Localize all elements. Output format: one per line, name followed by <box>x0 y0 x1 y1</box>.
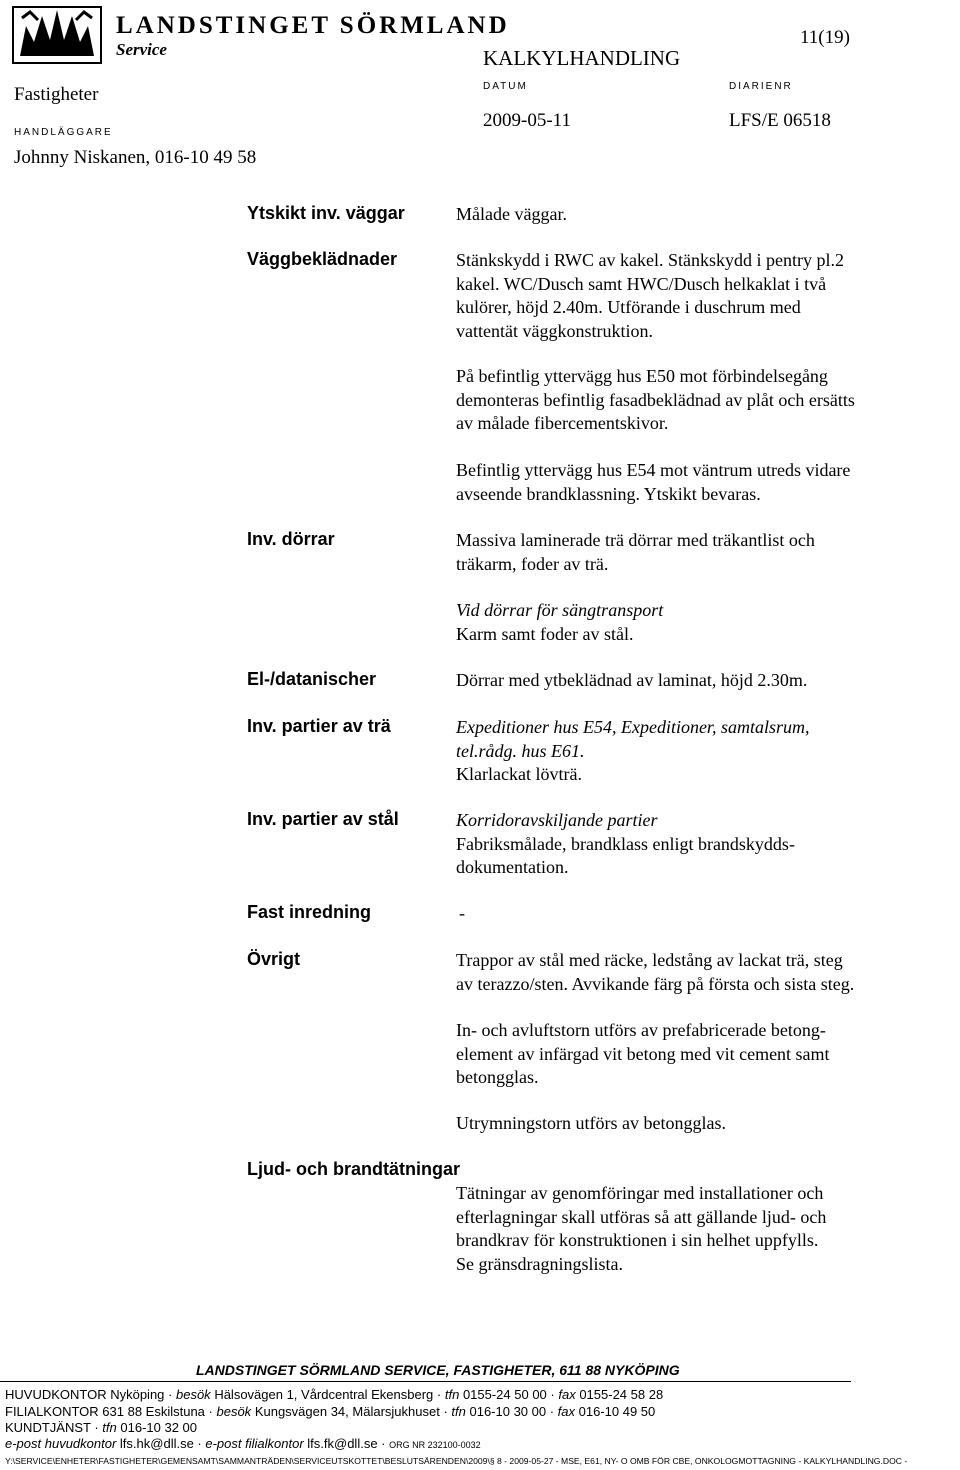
footer-fk-fax: 016-10 49 50 <box>578 1404 656 1419</box>
diarienr-value: LFS/E 06518 <box>729 110 831 131</box>
text-line: brandkrav för konstruktionen i sin helhet uppfylls. <box>456 1230 819 1250</box>
section-text-partier-tra <box>456 716 926 787</box>
text-line: Dörrar med ytbeklädnad av laminat, höjd 2.30m. <box>456 670 808 690</box>
footer-epost-hk-label: e-post huvudkontor <box>5 1436 117 1451</box>
label-diarienr: DIARIENR <box>729 81 793 92</box>
footer-hk-address: Hälsovägen 1, Vårdcentral Ekensberg <box>214 1387 434 1402</box>
text-line: element av infärgad vit betong med vit cement samt <box>456 1043 830 1064</box>
text-line: Korridoravskiljande partier <box>456 810 658 830</box>
footer-epost-fk-label: e-post filialkontor <box>205 1436 304 1451</box>
section-label-partier-stal: Inv. partier av stål <box>247 809 399 829</box>
paragraph <box>456 1019 926 1090</box>
section-text-ovrigt <box>456 949 936 996</box>
text-line: kulörer, höjd 2.40m. Utförande i duschrum med <box>456 297 801 317</box>
text-line: av terazzo/sten. Avvikande färg på första och sista steg. <box>456 973 855 994</box>
footer-file-path: Y:\SERVICE\ENHETER\FASTIGHETER\GEMENSAMT\SAMMANTRÄDEN\SERVICEUTSKOTTET\BESLUTSÄRENDEN\2009\§ 8 - 2009-05-27 - MSE, E61, NY- O OMB FÖR CBE, ONKOLOGMOTTAGNING - KALKYLHANDLING.DOC - <box>5 1456 908 1466</box>
text-line: - <box>459 903 465 923</box>
text-line: av målade fibercementskivor. <box>456 413 669 433</box>
text-line: Klarlackat lövträ. <box>456 764 582 784</box>
section-label-ovrigt: Övrigt <box>247 949 301 969</box>
text-line: In- och avluftstorn utförs av prefabricerade betong- <box>456 1020 826 1040</box>
section-label-ytskikt: Ytskikt inv. väggar <box>247 203 405 223</box>
text-line: Trappor av stål med räcke, ledstång av lackat trä, steg <box>456 950 843 970</box>
footer-hk-phone: 0155-24 50 00 <box>462 1387 547 1402</box>
section-text-fast-inredning <box>459 902 929 926</box>
footer-divider <box>0 1381 851 1382</box>
text-line: tel.rådg. hus E61. <box>456 740 585 761</box>
text-line: Se gränsdragningslista. <box>456 1253 623 1274</box>
text-line: träkarm, foder av trä. <box>456 553 609 574</box>
text-line: kakel. WC/Dusch samt HWC/Dusch helkaklat i två <box>456 273 827 294</box>
text-line: Befintlig yttervägg hus E54 mot väntrum utreds vidare <box>456 460 851 480</box>
section-text-vaggbekladnader <box>456 249 926 343</box>
text-line: Karm samt foder av stål. <box>456 623 634 644</box>
document-date: 2009-05-11 <box>483 110 571 131</box>
text-line: Expeditioner hus E54, Expeditioner, samtalsrum, <box>456 717 810 737</box>
section-text-inv-dorrar <box>456 529 926 576</box>
org-service: Service <box>116 40 167 59</box>
section-label-vaggbekladnader: Väggbeklädnader <box>247 249 398 269</box>
footer-kt-phone: 016-10 32 00 <box>120 1420 197 1435</box>
label-datum: DATUM <box>483 81 528 92</box>
text-line: Fabriksmålade, brandklass enligt brandskydds- <box>456 833 795 854</box>
footer-fk: FILIALKONTOR 631 88 Eskilstuna <box>5 1404 205 1419</box>
footer-line-huvudkontor: HUVUDKONTOR Nyköping · besök Hälsovägen 1, Vårdcentral Ekensberg · tfn 0155-24 50 00 · fax 0155-24 58 28 <box>5 1387 664 1402</box>
section-label-inv-dorrar: Inv. dörrar <box>247 529 335 549</box>
footer-line-epost: e-post huvudkontor lfs.hk@dll.se · e-post filialkontor lfs.fk@dll.se · ORG NR 232100-0032 <box>5 1436 481 1451</box>
text-line: Stänkskydd i RWC av kakel. Stänkskydd i pentry pl.2 <box>456 250 844 270</box>
footer-kt: KUNDTJÄNST <box>5 1420 91 1435</box>
section-label-el: El-/datanischer <box>247 669 377 689</box>
paragraph <box>456 459 926 506</box>
text-line: Massiva laminerade trä dörrar med träkantlist och <box>456 530 815 550</box>
text-line: Målade väggar. <box>456 204 567 224</box>
department: Fastigheter <box>14 84 99 105</box>
text-line: vattentät väggkonstruktion. <box>456 320 653 341</box>
text-line: Utrymningstorn utförs av betongglas. <box>456 1113 726 1133</box>
text-line: Vid dörrar för sängtransport <box>456 600 664 620</box>
footer-besok-label: besök <box>216 1404 252 1419</box>
footer-besok-label: besök <box>175 1387 211 1402</box>
footer-line-filialkontor: FILIALKONTOR 631 88 Eskilstuna · besök Kungsvägen 34, Mälarsjukhuset · tfn 016-10 30 00 · fax 016-10 49 50 <box>5 1404 656 1419</box>
footer-fk-address: Kungsvägen 34, Mälarsjukhuset <box>254 1404 440 1419</box>
text-line: efterlagningar skall utföras så att gällande ljud- och <box>456 1206 827 1227</box>
footer-epost-fk[interactable]: lfs.fk@dll.se <box>307 1436 378 1451</box>
footer-tfn-label: tfn <box>102 1420 117 1435</box>
text-line: dokumentation. <box>456 857 569 877</box>
text-line: Tätningar av genomföringar med installationer och <box>456 1183 824 1203</box>
footer-fax-label: fax <box>558 1387 576 1402</box>
footer-tfn-label: tfn <box>451 1404 466 1419</box>
footer-epost-hk[interactable]: lfs.hk@dll.se <box>119 1436 194 1451</box>
text-line: betongglas. <box>456 1067 539 1087</box>
section-text-el <box>456 669 926 693</box>
label-handlaggare: HANDLÄGGARE <box>14 127 113 138</box>
paragraph <box>456 1112 926 1136</box>
page-number: 11(19) <box>800 27 850 48</box>
footer-hk-fax: 0155-24 58 28 <box>579 1387 664 1402</box>
text-line: På befintlig yttervägg hus E50 mot förbindelsegång <box>456 366 828 386</box>
text-line: avseende brandklassning. Ytskikt bevaras. <box>456 483 761 504</box>
document-title: KALKYLHANDLING <box>483 46 681 70</box>
text-line: demonteras befintlig fasadbeklädnad av plåt och ersätts <box>456 389 855 410</box>
footer-fk-phone: 016-10 30 00 <box>469 1404 547 1419</box>
section-text-ljud <box>456 1182 926 1276</box>
paragraph <box>456 599 926 646</box>
section-text-ytskikt <box>456 203 926 227</box>
paragraph <box>456 365 926 436</box>
footer-title: LANDSTINGET SÖRMLAND SERVICE, FASTIGHETER, 611 88 NYKÖPING <box>196 1362 680 1378</box>
footer-hk: HUVUDKONTOR Nyköping <box>5 1387 165 1402</box>
section-label-fast-inredning: Fast inredning <box>247 902 372 922</box>
footer-line-kundtjanst: KUNDTJÄNST · tfn 016-10 32 00 <box>5 1420 197 1435</box>
org-name: LANDSTINGET SÖRMLAND <box>116 12 510 39</box>
footer-tfn-label: tfn <box>444 1387 460 1402</box>
handlaggare-name: Johnny Niskanen, 016-10 49 58 <box>14 147 257 168</box>
section-label-partier-tra: Inv. partier av trä <box>247 716 391 736</box>
section-label-ljud: Ljud- och brandtätningar <box>247 1159 460 1179</box>
footer-orgnr: ORG NR 232100-0032 <box>389 1440 481 1450</box>
county-logo-icon <box>12 6 102 64</box>
section-text-partier-stal <box>456 809 926 880</box>
footer-fax-label: fax <box>557 1404 576 1419</box>
